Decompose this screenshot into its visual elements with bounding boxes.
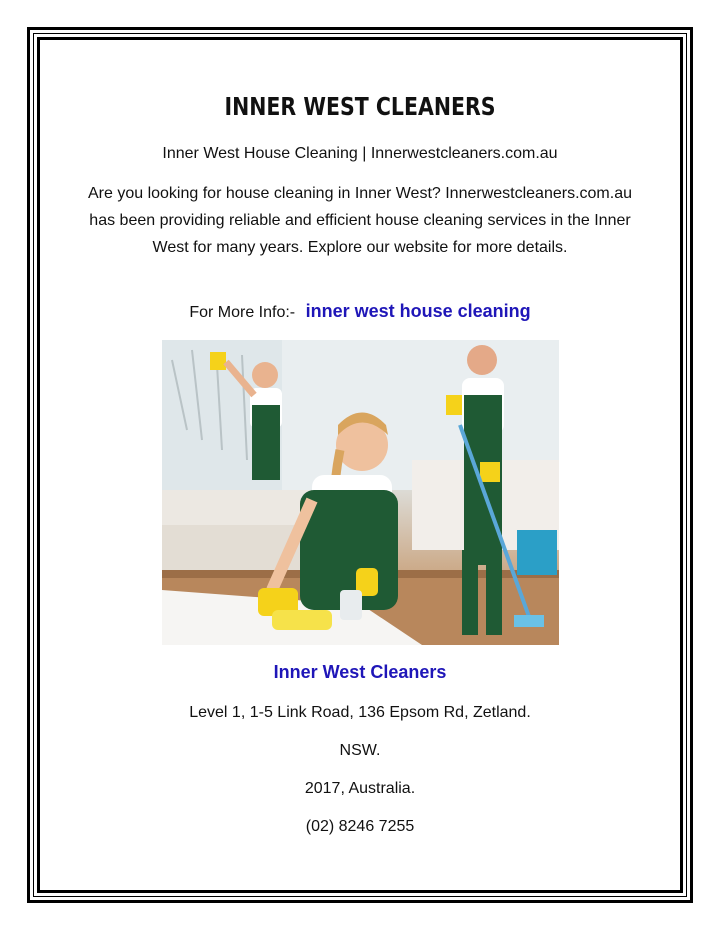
more-info-line xyxy=(60,301,660,322)
company-name: Inner West Cleaners xyxy=(273,662,447,682)
more-info-link[interactable]: inner west house cleaning xyxy=(305,301,531,321)
page-subtitle: Inner West House Cleaning | Innerwestcleaners.com.au xyxy=(162,145,558,162)
address-state: NSW. xyxy=(339,742,381,759)
cleaners-photo xyxy=(162,340,559,645)
address-line: Level 1, 1-5 Link Road, 136 Epsom Rd, Zetland. xyxy=(189,704,531,721)
address-postcode: 2017, Australia. xyxy=(304,780,416,797)
more-info-label: For More Info:- xyxy=(189,304,296,321)
phone-number: (02) 8246 7255 xyxy=(305,818,415,835)
description-paragraph: Are you looking for house cleaning in Inner West? Innerwestcleaners.com.au has been providing reliable and efficient house cleaning services in the Inner West for many years. Explore our website for more details. xyxy=(87,185,632,256)
brand-logo: INNER WEST CLEANERS xyxy=(224,92,496,121)
